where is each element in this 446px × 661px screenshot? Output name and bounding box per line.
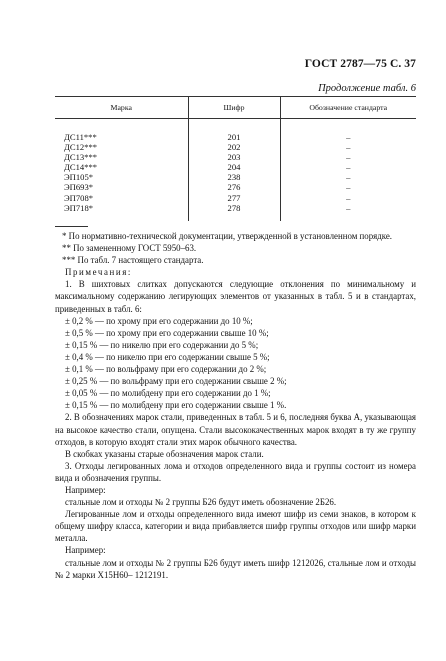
grades-table [55, 96, 416, 221]
column-header-code: Шифр [188, 97, 280, 119]
cell-grade: ДС11*** [64, 132, 97, 142]
cell-grade: ДС12*** [64, 142, 98, 153]
table-spacer-row [55, 119, 416, 133]
table-row [55, 182, 416, 192]
cell-grade: ЭП708* [64, 192, 94, 203]
table-row [55, 172, 416, 182]
table-row [55, 142, 416, 152]
cell-standard: – [280, 162, 416, 172]
table-row [55, 152, 416, 162]
cell-standard: – [280, 132, 416, 142]
cell-grade: ЭП693* [64, 182, 94, 193]
table-header-row [55, 97, 416, 119]
footnote-2: ** По замененному ГОСТ 5950–63. [62, 243, 197, 254]
example-label: Например: [65, 484, 106, 495]
example-text: стальные лом и отходы № 2 группы Б26 будут иметь шифр 1212026, стальные лом и отходы № 2 марки Х15Н60– 1212191. [55, 557, 416, 580]
deviation-item: ± 0,15 % — по никелю при его содержании до 5 %; [65, 339, 259, 350]
cell-code: 201 [188, 132, 280, 142]
table-row [55, 193, 416, 203]
example-text: стальные лом и отходы № 2 группы Б26 будут иметь обозначение 2Б26. [65, 497, 337, 508]
page-header: ГОСТ 2787—75 С. 37 [304, 58, 416, 70]
cell-standard: – [280, 172, 416, 182]
cell-grade: ЭП718* [64, 202, 94, 213]
notes-heading: Примечания: [65, 267, 132, 278]
example-label: Например: [65, 545, 106, 556]
footnote-rule [55, 226, 88, 227]
deviation-item: ± 0,4 % — по никелю при его содержании свыше 5 %; [65, 351, 270, 362]
cell-code: 202 [188, 142, 280, 152]
note-1-intro: 1. В шихтовых слитках допускаются следующие отклонения по минимальному и максимальному содержанию легирующих элементов от указанных в табл. 5 и в стандартах, приведенных в табл. 6: [55, 279, 416, 314]
cell-standard: – [280, 203, 416, 213]
cell-standard: – [280, 182, 416, 192]
note-3: 3. Отходы легированных лома и отходов определенного вида и группы состоит из номера вида и обозначения группы. [55, 460, 416, 483]
deviation-item: ± 0,25 % — по вольфраму при его содержании свыше 2 %; [65, 376, 287, 387]
footnote-1: * По нормативно-технической документации, утвержденной в установленном порядке. [62, 231, 393, 241]
column-header-grade: Марка [55, 97, 188, 119]
notes-section [55, 230, 416, 581]
cell-grade: ДС14*** [64, 162, 98, 173]
cell-code: 278 [188, 203, 280, 213]
cell-code: 277 [188, 193, 280, 203]
column-header-standard: Обозначение стандарта [280, 97, 416, 119]
table-row [55, 162, 416, 172]
note-2: 2. В обозначениях марок стали, приведенных в табл. 5 и 6, последняя буква А, указывающая на высокое качество стали, опущена. Стали высококачественных марок входят в ту же группу отходов, в которую входят стали этих марок обычного качества. [55, 412, 416, 447]
deviation-item: ± 0,15 % — по молибдену при его содержании свыше 1 %. [65, 400, 287, 411]
alloy-code-paragraph: Легированные лом и отходы определенного вида имеют шифр из семи знаков, в котором к общему шифру класса, категории и вида прибавляется шифр группы отходов или шифр марки металла. [55, 509, 416, 544]
cell-code: 204 [188, 162, 280, 172]
cell-grade: ДС13*** [64, 152, 98, 163]
cell-standard: – [280, 142, 416, 152]
table-tail-row [55, 213, 416, 221]
old-designations-note: В скобках указаны старые обозначения марок стали. [65, 448, 264, 459]
deviation-item: ± 0,5 % — по хрому при его содержании свыше 10 %; [65, 327, 269, 338]
footnote-3: *** По табл. 7 настоящего стандарта. [62, 255, 204, 266]
deviation-item: ± 0,2 % — по хрому при его содержании до 10 %; [65, 315, 253, 326]
table-row [55, 203, 416, 213]
cell-code: 203 [188, 152, 280, 162]
deviation-item: ± 0,1 % — по вольфраму при его содержании до 2 %; [65, 364, 267, 375]
table-row [55, 132, 416, 142]
cell-code: 276 [188, 182, 280, 192]
cell-standard: – [280, 193, 416, 203]
cell-grade: ЭП105* [64, 172, 94, 183]
cell-code: 238 [188, 172, 280, 182]
table-continuation-label: Продолжение табл. 6 [318, 83, 416, 94]
deviation-item: ± 0,05 % — по молибдену при его содержании до 1 %; [65, 388, 271, 399]
cell-standard: – [280, 152, 416, 162]
